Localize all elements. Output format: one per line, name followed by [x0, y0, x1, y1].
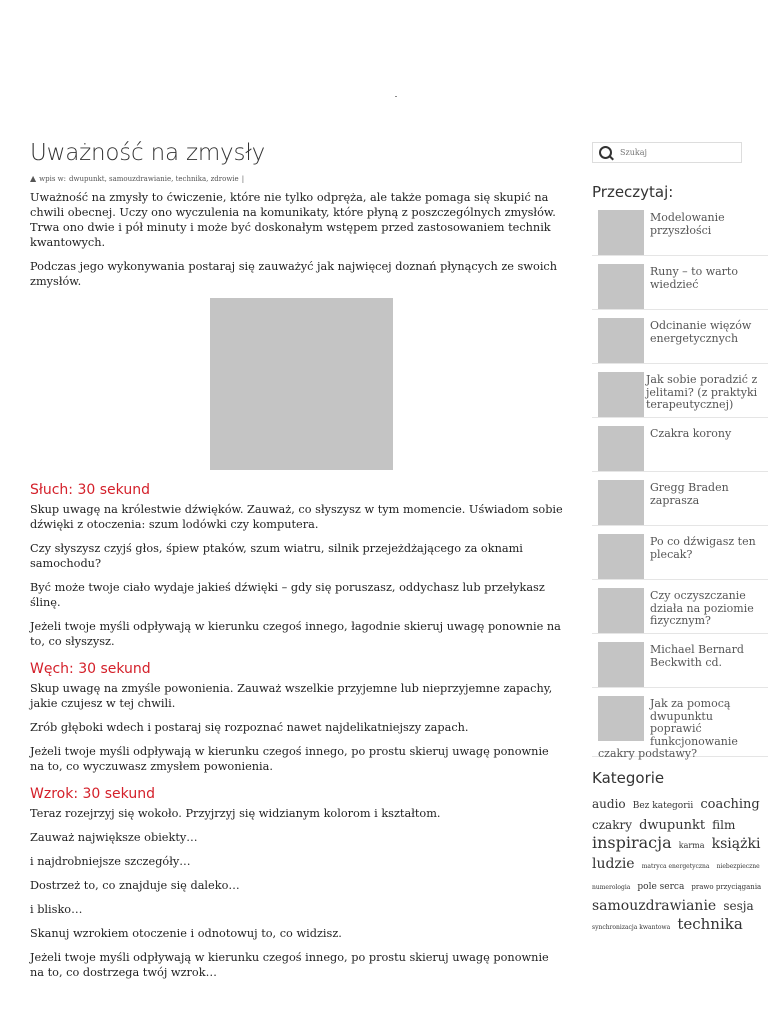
folder-icon: ▲	[30, 174, 37, 183]
read-item[interactable]	[592, 642, 768, 688]
section-heading: Wzrok: 30 sekund	[30, 786, 155, 802]
categories-heading: Kategorie	[592, 769, 665, 787]
tag-link[interactable]: numerologia	[592, 884, 631, 891]
read-heading: Przeczytaj:	[592, 183, 674, 201]
read-item[interactable]	[592, 480, 768, 526]
post-sections	[30, 482, 565, 980]
tag-link[interactable]: matryca energetyczna	[641, 863, 710, 870]
section-paragraph: Zauważ największe obiekty…	[30, 831, 198, 844]
read-item-thumbnail[interactable]	[598, 372, 644, 417]
read-item-title[interactable]: Po co dźwigasz ten plecak?	[650, 535, 756, 561]
tag-link[interactable]: niebezpieczne	[716, 863, 760, 870]
tag-link[interactable]: sesja	[723, 899, 754, 913]
tag-link[interactable]: ludzie	[592, 856, 635, 872]
read-item-title[interactable]: Runy – to warto wiedzieć	[650, 265, 738, 291]
read-item-thumbnail[interactable]	[598, 534, 644, 579]
read-item[interactable]	[592, 210, 768, 256]
read-item[interactable]	[592, 264, 768, 310]
search-box[interactable]	[592, 142, 742, 163]
section-paragraph: i blisko…	[30, 903, 83, 916]
read-item-title[interactable]: Odcinanie więzów energetycznych	[650, 319, 752, 345]
read-item-thumbnail[interactable]	[598, 264, 644, 309]
read-item-title[interactable]: Michael Bernard Beckwith cd.	[650, 643, 744, 669]
tag-link[interactable]: Bez kategorii	[632, 801, 694, 811]
read-item-title[interactable]: Czakra korony	[650, 427, 732, 440]
read-list	[592, 210, 768, 760]
top-decoration-dot	[395, 96, 397, 97]
post-title[interactable]: Uważność na zmysły	[30, 140, 266, 166]
section-paragraph: Skup uwagę na królestwie dźwięków. Zauważ, co słyszysz w tym momencie. Uświadom sobie dźwięki z otoczenia: szum lodówki czy komputera.	[30, 503, 563, 531]
tag-link[interactable]: dwupunkt	[639, 818, 706, 833]
post-article	[30, 140, 565, 989]
intro-paragraph: Podczas jego wykonywania postaraj się zauważyć jak najwięcej doznań płynących ze swoich zmysłów.	[30, 260, 558, 288]
read-item[interactable]	[592, 696, 768, 760]
tag-link[interactable]: prawo przyciągania	[691, 883, 762, 891]
tag-cloud	[592, 794, 768, 936]
tag-link[interactable]: samouzdrawianie	[592, 898, 717, 914]
tag-link[interactable]: książki	[711, 836, 761, 852]
section-paragraph: Być może twoje ciało wydaje jakieś dźwięki – gdy się poruszasz, oddychasz lub przełykasz ślinę.	[30, 581, 545, 609]
tag-link[interactable]: czakry	[592, 818, 632, 832]
read-item-title[interactable]: Jak sobie poradzić z jelitami? (z praktyki terapeutycznej)	[646, 373, 758, 411]
meta-tags-link[interactable]: dwupunkt, samouzdrawianie, technika, zdrowie	[69, 174, 239, 183]
post-image	[210, 298, 393, 470]
section-paragraph: Czy słyszysz czyjś głos, śpiew ptaków, szum wiatru, silnik przejeżdżającego za oknami samochodu?	[30, 542, 523, 570]
read-item-thumbnail[interactable]	[598, 426, 644, 471]
meta-prefix: wpis w:	[39, 174, 67, 183]
tag-link[interactable]: pole serca	[637, 882, 685, 892]
read-item-thumbnail[interactable]	[598, 480, 644, 525]
read-item[interactable]	[592, 318, 768, 364]
post-meta	[30, 174, 565, 183]
search-input[interactable]	[620, 148, 730, 157]
read-item[interactable]	[592, 372, 768, 418]
section-paragraph: Skanuj wzrokiem otoczenie i odnotowuj to, co widzisz.	[30, 927, 342, 940]
section-paragraph: Zrób głęboki wdech i postaraj się rozpoznać nawet najdelikatniejszy zapach.	[30, 721, 469, 734]
read-item-title[interactable]: Czy oczyszczanie działa na poziomie fizycznym?	[650, 589, 754, 627]
read-item[interactable]	[592, 426, 768, 472]
read-item-title[interactable]: Gregg Braden zaprasza	[650, 481, 729, 507]
tag-link[interactable]: audio	[592, 797, 626, 811]
read-item-thumbnail[interactable]	[598, 318, 644, 363]
read-item-thumbnail[interactable]	[598, 588, 644, 633]
meta-separator: |	[241, 174, 245, 183]
tag-link[interactable]: coaching	[700, 797, 760, 812]
section-paragraph: Dostrzeż to, co znajduje się daleko…	[30, 879, 240, 892]
tag-link[interactable]: film	[712, 818, 736, 832]
read-item-thumbnail[interactable]	[598, 210, 644, 255]
section-paragraph: Teraz rozejrzyj się wokoło. Przyjrzyj się widzianym kolorom i kształtom.	[30, 807, 441, 820]
read-item-title[interactable]: Modelowanie przyszłości	[650, 211, 725, 237]
tag-link[interactable]: karma	[678, 841, 705, 850]
tag-link[interactable]: synchronizacja kwantowa	[592, 924, 671, 931]
section-paragraph: Skup uwagę na zmyśle powonienia. Zauważ wszelkie przyjemne lub nieprzyjemne zapachy, jakie czujesz w tej chwili.	[30, 682, 553, 710]
read-item-title[interactable]: Jak za pomocą dwupunktu poprawić funkcjonowanie czakry podstawy?	[598, 697, 738, 760]
sidebar	[592, 142, 768, 936]
section-heading: Węch: 30 sekund	[30, 661, 151, 677]
read-item[interactable]	[592, 588, 768, 634]
intro-paragraph: Uważność na zmysły to ćwiczenie, które nie tylko odpręża, ale także pomaga się skupić na chwili obecnej. Uczy ono wyczulenia na komunikaty, które płyną z poszczególnych zmysłów. Trwa ono dwie i pół minuty i może być doskonałym wstępem przed zastosowaniem technik kwantowych.	[30, 191, 556, 249]
section-heading: Słuch: 30 sekund	[30, 482, 150, 498]
search-icon[interactable]	[599, 146, 612, 159]
section-paragraph: Jeżeli twoje myśli odpływają w kierunku czegoś innego, po prostu skieruj uwagę ponownie na to, co dostrzega twój wzrok…	[30, 951, 549, 979]
section-paragraph: i najdrobniejsze szczegóły…	[30, 855, 191, 868]
read-item[interactable]	[592, 534, 768, 580]
section-paragraph: Jeżeli twoje myśli odpływają w kierunku czegoś innego, łagodnie skieruj uwagę ponownie na to, co słyszysz.	[30, 620, 561, 648]
tag-link[interactable]: inspiracja	[592, 833, 672, 852]
tag-link[interactable]: technika	[677, 915, 743, 933]
read-item-thumbnail[interactable]	[598, 642, 644, 687]
section-paragraph: Jeżeli twoje myśli odpływają w kierunku czegoś innego, po prostu skieruj uwagę ponownie na to, co wyczuwasz zmysłem powonienia.	[30, 745, 549, 773]
